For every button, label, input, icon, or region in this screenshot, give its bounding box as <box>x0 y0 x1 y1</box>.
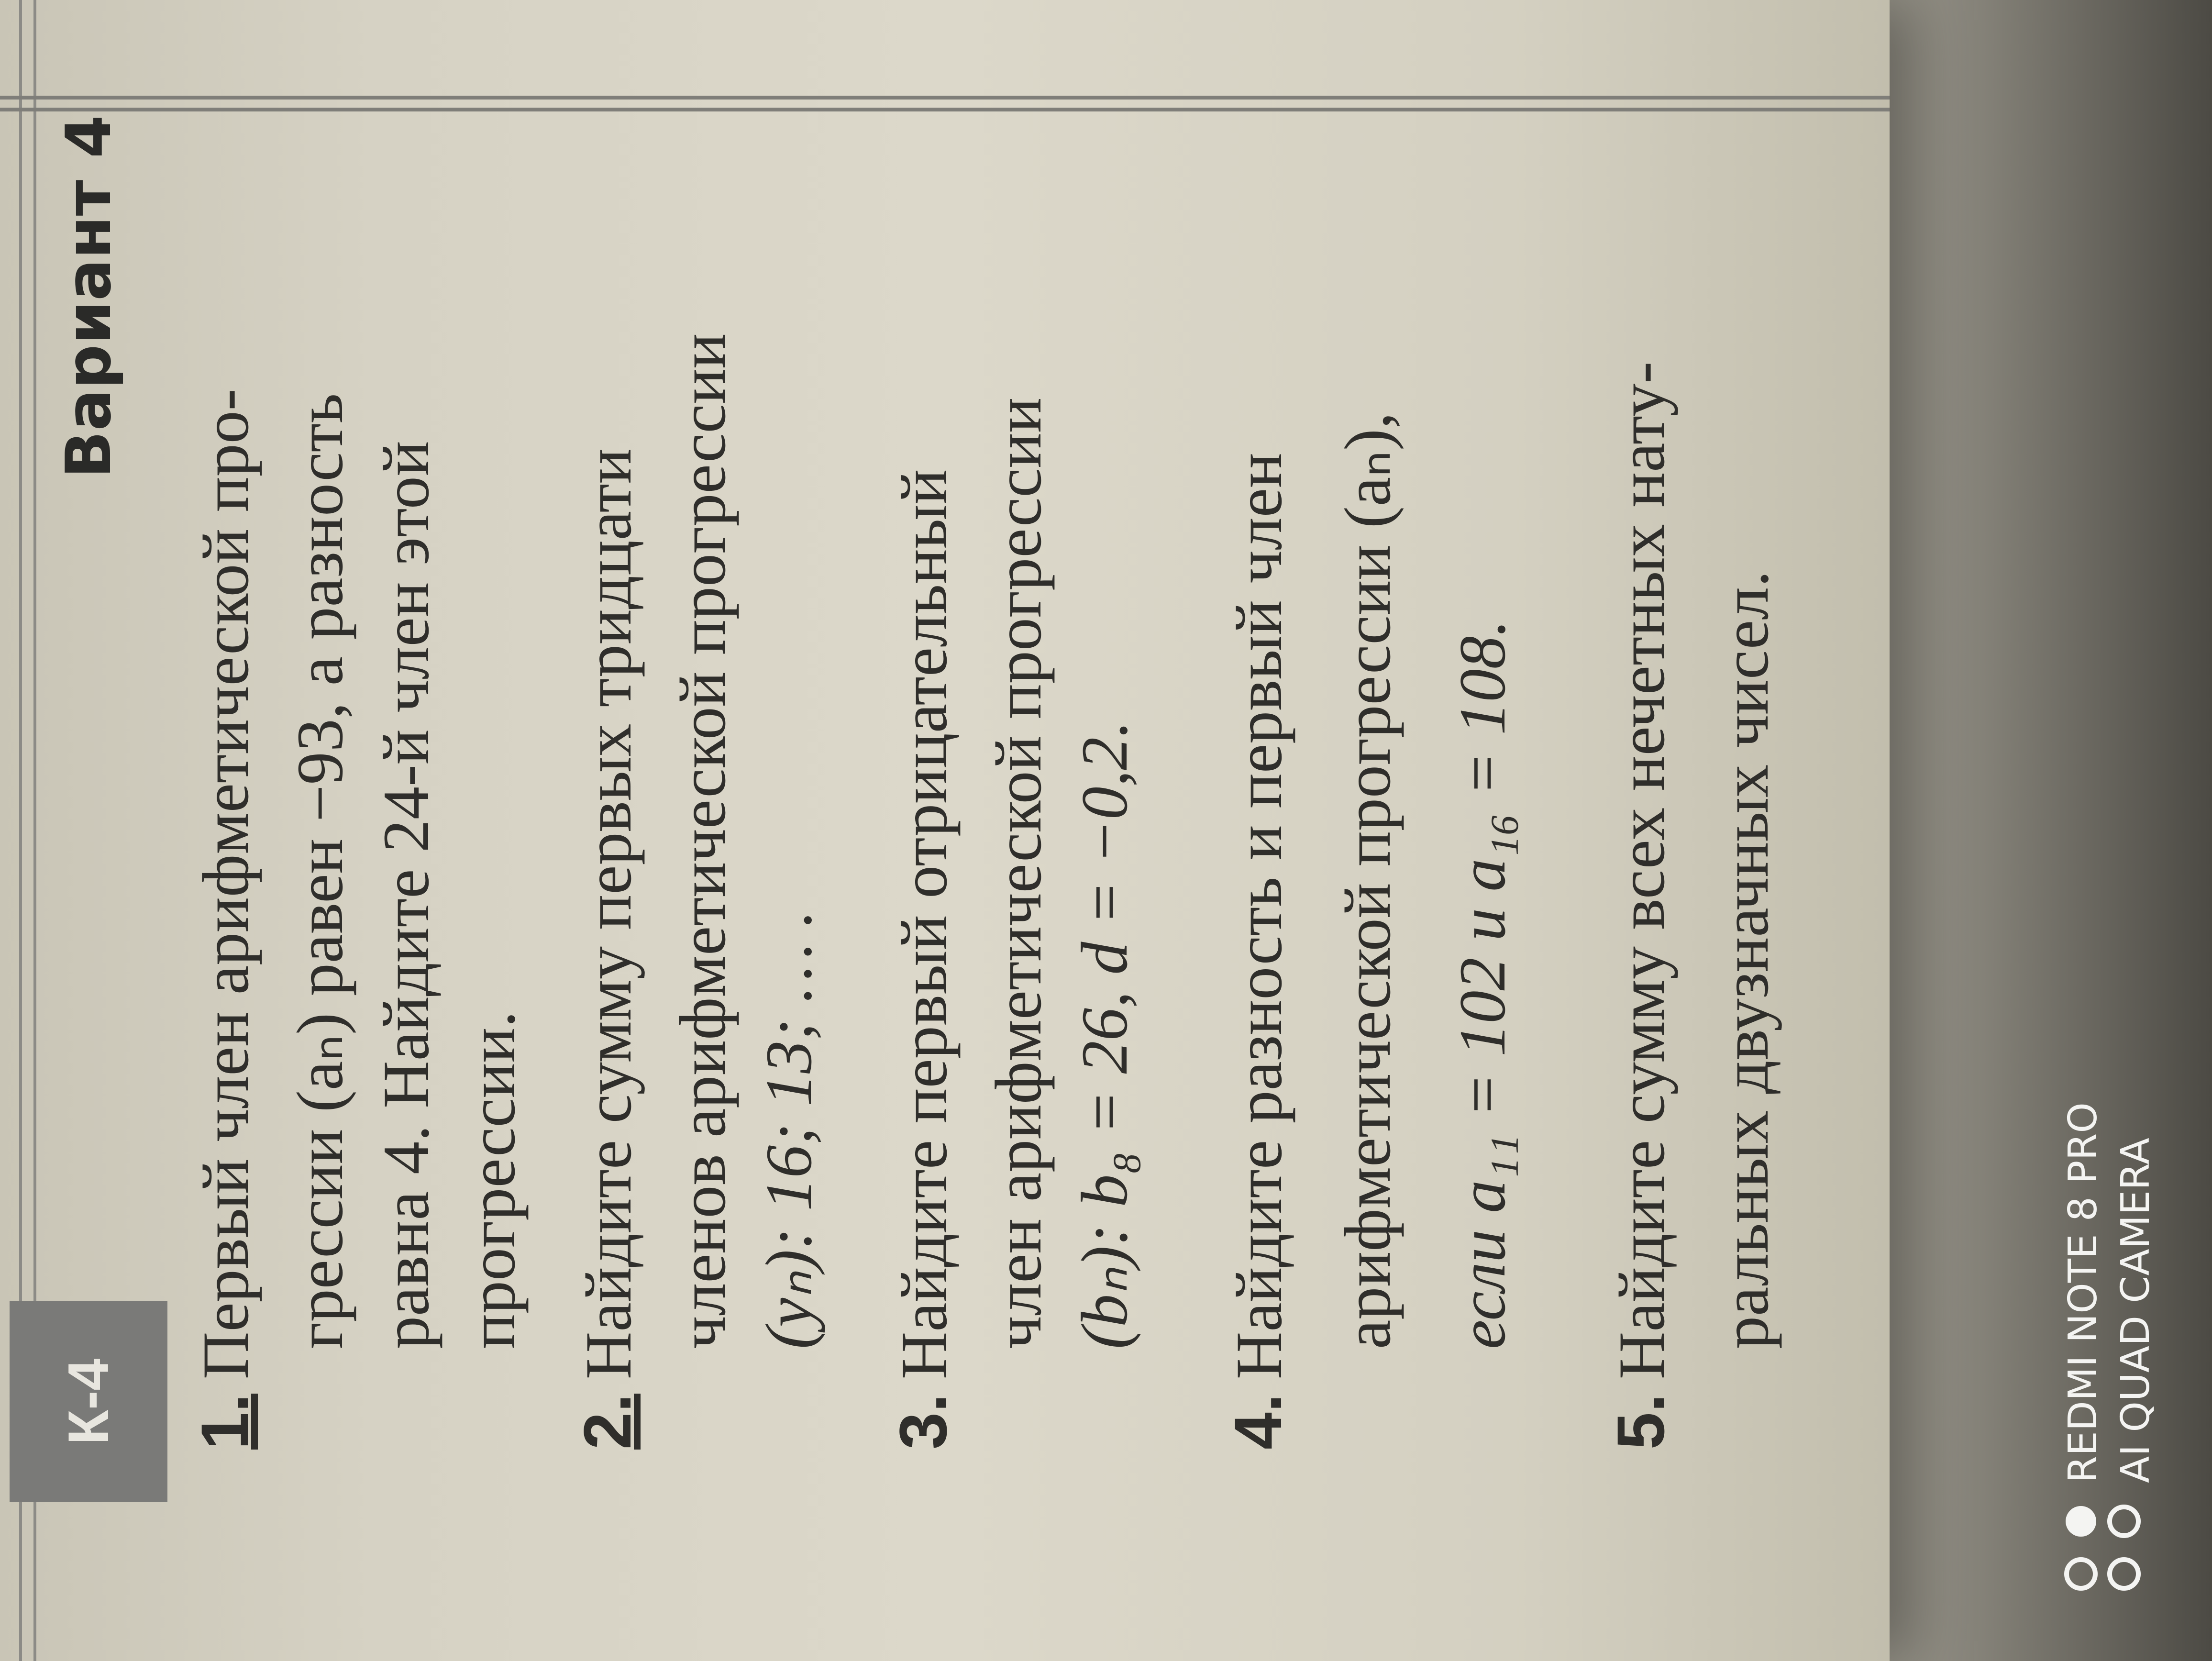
problem-4-line-3: если a₁₁ = 102 и a₁₆ = 108. <box>1446 619 1519 1349</box>
problem-3-line-2: член арифметической прогрессии <box>982 397 1055 1349</box>
watermark-line-1: REDMI NOTE 8 PRO <box>2060 1102 2106 1483</box>
problem-2-line-3: (yₙ): 16; 13; … . <box>752 910 825 1349</box>
problem-1-line-3: равна 4. Найдите 24-й член этой <box>369 441 442 1349</box>
problem-4-line-2: арифметической прогрессии (aₙ), <box>1331 412 1404 1349</box>
camera-watermark-logo-icon <box>2052 1493 2157 1607</box>
problem-5-line-2: ральных двузначных чисел. <box>1709 570 1782 1349</box>
problem-5-line-1: 5.Найдите сумму всех нечетных нату- <box>1603 361 1678 1450</box>
problem-4-line-1: 4.Найдите разность и первый член <box>1220 453 1295 1450</box>
problem-number: 5. <box>1603 1394 1678 1450</box>
camera-watermark <box>2057 1102 2162 1483</box>
problem-number: 1. <box>187 1394 262 1450</box>
problem-number: 4. <box>1220 1394 1295 1450</box>
problem-3-line-1: 3.Найдите первый отрицательный <box>885 469 961 1450</box>
header-strip <box>0 0 1890 120</box>
header-rule <box>0 96 1890 100</box>
problem-number: 3. <box>885 1394 961 1450</box>
problem-number: 2. <box>570 1394 645 1450</box>
header-rule <box>0 108 1890 111</box>
problem-2-line-2: членов арифметической прогрессии <box>666 333 739 1349</box>
section-badge-label: К-4 <box>56 1359 121 1445</box>
problem-1-line-4: прогрессии. <box>455 1011 529 1349</box>
problem-1-line-1: 1.Первый член арифметической про- <box>187 388 262 1450</box>
variant-title: Вариант 4 <box>52 115 125 478</box>
problem-1-line-2: грессии (aₙ) равен −93, а разность <box>283 393 356 1349</box>
watermark-line-2: AI QUAD CAMERA <box>2113 1138 2158 1483</box>
problem-3-line-3: (bₙ): b₈ = 26, d = −0,2. <box>1068 720 1141 1349</box>
problem-2-line-1: 2.Найдите сумму первых тридцати <box>570 448 645 1450</box>
